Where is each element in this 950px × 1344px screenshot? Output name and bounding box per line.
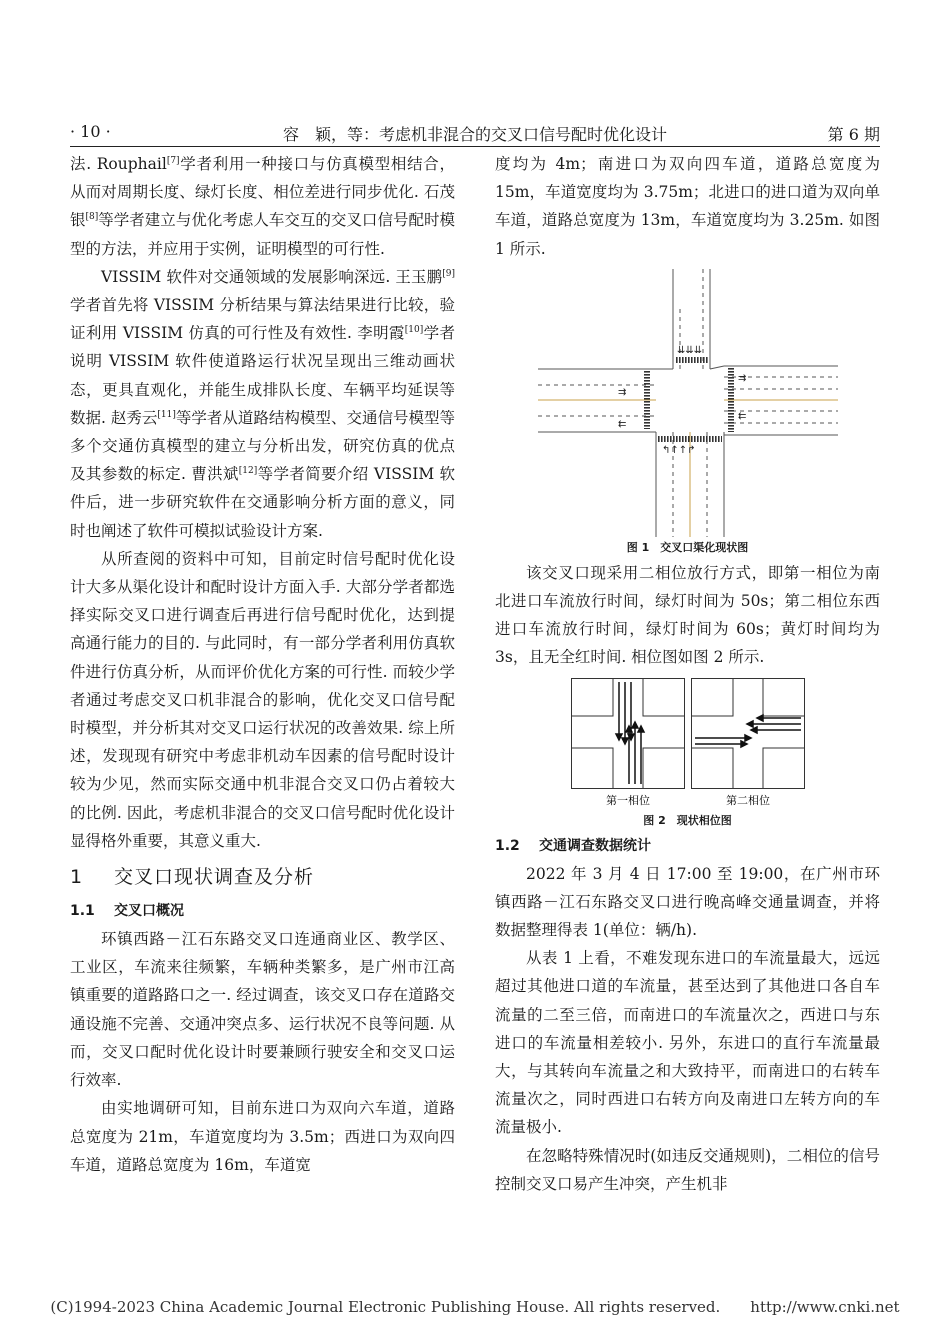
phase2-label: 第二相位 <box>725 793 770 807</box>
lane-arrow-icon: ⇉ <box>737 372 746 384</box>
citation[interactable]: [7] <box>166 155 180 166</box>
citation[interactable]: [12] <box>238 466 258 477</box>
right-column <box>495 150 880 1198</box>
phase1-label: 第一相位 <box>605 793 650 807</box>
intersection-figure <box>538 269 838 537</box>
paragraph: 该交叉口现采用二相位放行方式，即第一相位为南北进口车流放行时间，绿灯时间为 50s；第二相位东西进口车流放行时间，绿灯时间为 60s；黄灯时间均为 3s，且无全红时间. 相位图如图 2 所示. <box>495 563 880 667</box>
lane-arrow-icon: ⇇ <box>617 418 626 430</box>
paragraph: 由实地调研可知，目前东进口为双向六车道，道路总宽度为 21m，车道宽度均为 3.5m；西进口为双向四车道，道路总宽度为 16m，车道宽 <box>70 1099 455 1174</box>
lane-arrow-icon: ⇊⇊⇊ <box>676 344 702 356</box>
issue-number: 第 6 期 <box>827 125 880 144</box>
citation[interactable]: [11] <box>157 409 176 420</box>
lane-arrow-icon: ↰↑↑↱ <box>661 444 696 456</box>
paragraph: 度均为 4m；南进口为双向四车道，道路总宽度为 15m，车道宽度均为 3.75m；北进口的进口道为双向单车道，道路总宽度为 13m，车道宽度均为 3.25m. 如图 1 所示. <box>495 155 880 258</box>
paragraph: 2022 年 3 月 4 日 17:00 至 19:00，在广州市环镇西路－江石东路交叉口进行晚高峰交通量调查，并将数据整理得表 1(单位：辆/h). <box>495 864 880 940</box>
citation[interactable]: [8] <box>85 212 99 223</box>
left-column <box>70 150 455 1179</box>
running-title: 容 颖，等：考虑机非混合的交叉口信号配时优化设计 <box>282 125 667 144</box>
section-heading: 1 交叉口现状调查及分析 <box>70 866 315 889</box>
paragraph: 从所查阅的资料中可知，目前定时信号配时优化设计大多从渠化设计和配时设计方面入手. 大部分学者都选择实际交叉口进行调查后再进行信号配时优化，达到提高通行能力的目的. 与此同时，有一部分学者利用仿真软件进行仿真分析，从而评价优化方案的可行性. 而较少学者通过考虑交叉口机非混合的影响，优化交叉口信号配时模型，并分析其对交叉口运行状况的改善效果. 综上所述，发现现有研究中考虑非机动车因素的信号配时设计较为少见，然而实际交通中机非混合交叉口仍占着较大的比例. 因此，考虑机非混合的交叉口信号配时优化设计显得格外重要，其意义重大. <box>70 549 455 850</box>
running-header <box>70 120 880 147</box>
citation[interactable]: [10] <box>404 325 424 336</box>
paragraph: 法. Rouphail[7]学者利用一种接口与仿真模型相结合，从而对周期长度、绿灯长度、相位差进行同步优化. 石茂银[8]等学者建立与优化考虑人车交互的交叉口信号配时模型的方法，并应用于实例，证明模型的可行性. <box>70 155 455 258</box>
paragraph: 从表 1 上看，不难发现东进口的车流量最大，远远超过其他进口道的车流量，甚至达到了其他进口各自车流量的二至三倍，而南进口的车流量次之，西进口与东进口的车流量相差较小. 另外，东进口的直行车流量最大，与其转向车流量之和大致持平，而南进口的右转车流量次之，同时西进口右转方向及南进口左转方向的车流量极小. <box>495 949 880 1137</box>
figure-caption: 图 2 现状相位图 <box>643 813 732 827</box>
lane-arrow-icon: ⇉ <box>617 386 626 398</box>
lane-arrow-icon: ⇇ <box>737 410 746 422</box>
page-number: · 10 · <box>70 122 111 141</box>
subsection-heading: 1.2 交通调查数据统计 <box>495 837 651 854</box>
paragraph: 环镇西路－江石东路交叉口连通商业区、教学区、工业区，车流来往频繁，车辆种类繁多，是广州市江高镇重要的道路路口之一. 经过调查，该交叉口存在道路交通设施不完善、交通冲突点多、运行状况不良等问题. 从而，交叉口配时优化设计时要兼顾行驶安全和交叉口运行效率. <box>70 930 455 1090</box>
copyright-footer: (C)1994-2023 China Academic Journal Electronic Publishing House. All rights reserved. http://www.cnki.net <box>50 1298 900 1316</box>
paragraph: VISSIM 软件对交通领域的发展影响深远. 王玉鹏[9]学者首先将 VISSIM 分析结果与算法结果进行比较，验证利用 VISSIM 仿真的可行性及有效性. 李明霞[10]学者说明 VISSIM 软件使道路运行状况呈现出三维动画状态，更具直观化，并能生成排队长度、车辆平均延误等数据. 赵秀云[11]等学者从道路结构模型、交通信号模型等多个交通仿真模型的建立与分析出发，研究仿真的优点及其参数的标定. 曹洪斌[12]等学者简要介绍 VISSIM 软件后，进一步研究软件在交通影响分析方面的意义，同时也阐述了软件可模拟试验设计方案. <box>70 267 455 540</box>
subsection-heading: 1.1 交叉口概况 <box>70 903 184 920</box>
citation[interactable]: [9] <box>442 268 455 279</box>
paragraph: 在忽略特殊情况时(如违反交通规则)，二相位的信号控制交叉口易产生冲突，产生机非 <box>495 1146 880 1193</box>
figure-caption: 图 1 交叉口渠化现状图 <box>626 540 749 554</box>
phase-figure <box>571 678 805 810</box>
